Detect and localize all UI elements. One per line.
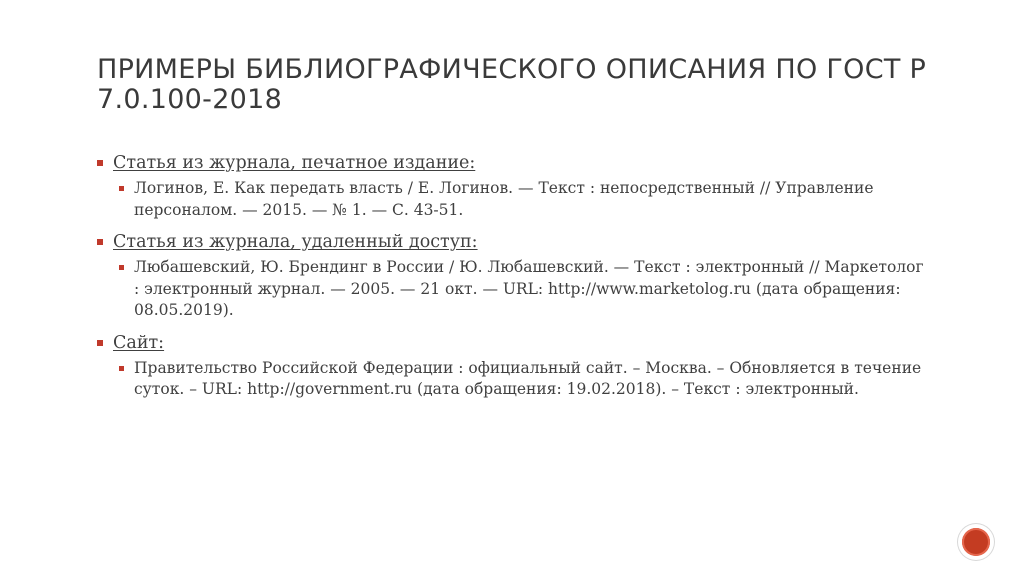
citation-text: Логинов, Е. Как передать власть / Е. Логинов. — Текст : непосредственный // Управление персоналом. — 2015. — № 1. — С. 43-51. [134, 179, 874, 219]
square-bullet-icon [119, 366, 124, 371]
slide-nav-button[interactable] [958, 524, 994, 560]
bullet-item [97, 152, 927, 174]
sub-bullet-item [97, 178, 927, 221]
sub-bullet-item [97, 257, 927, 322]
bullet-item [97, 332, 927, 354]
square-bullet-icon [97, 160, 103, 166]
section-heading: Сайт: [113, 332, 165, 353]
citation-text: Правительство Российской Федерации : официальный сайт. – Москва. – Обновляется в течение суток. – URL: http://government.ru (дата обращения: 19.02.2018). – Текст : электронный. [134, 358, 922, 398]
bullet-item [97, 231, 927, 253]
section-website [97, 332, 927, 401]
section-journal-remote [97, 231, 927, 322]
square-bullet-icon [97, 239, 103, 245]
section-heading: Статья из журнала, печатное издание: [113, 153, 476, 173]
circle-icon [962, 528, 990, 556]
square-bullet-icon [97, 340, 103, 346]
citation-text: Любашевский, Ю. Брендинг в России / Ю. Любашевский. — Текст : электронный // Маркетолог : электронный журнал. — 2005. — 21 окт. — URL: http://www.marketolog.ru (дата обращения: 08.05.2019). [134, 258, 924, 319]
sub-bullet-item [97, 358, 927, 401]
section-heading: Статья из журнала, удаленный доступ: [113, 232, 478, 252]
square-bullet-icon [119, 265, 124, 270]
square-bullet-icon [119, 186, 124, 191]
slide-title: ПРИМЕРЫ БИБЛИОГРАФИЧЕСКОГО ОПИСАНИЯ ПО ГОСТ Р 7.0.100-2018 [97, 54, 927, 115]
section-journal-print [97, 152, 927, 221]
slide-content [97, 152, 927, 411]
